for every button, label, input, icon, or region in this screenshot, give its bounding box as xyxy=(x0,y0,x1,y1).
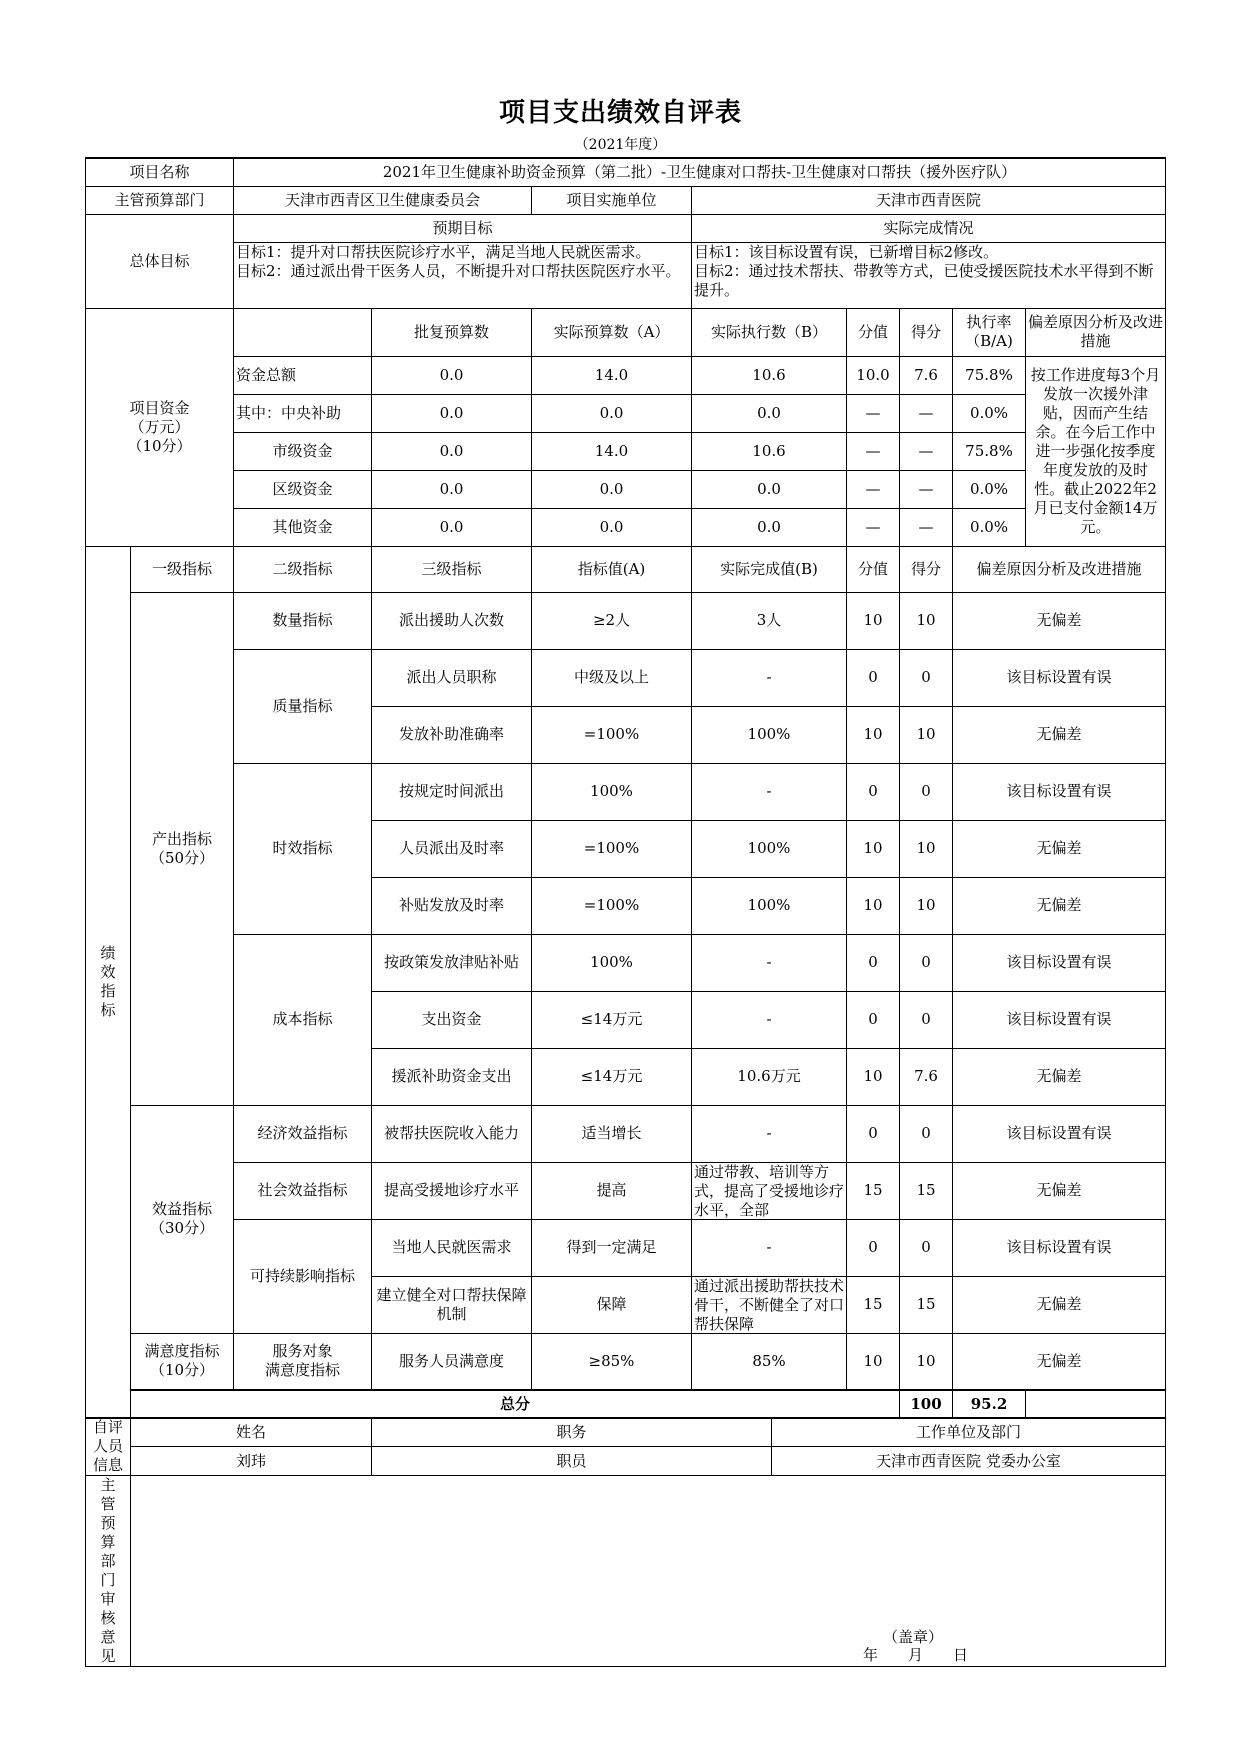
indicator-got: 0 xyxy=(900,991,953,1048)
fund-header-remark: 偏差原因分析及改进措施 xyxy=(1026,308,1166,356)
indicator-name: 被帮扶医院收入能力 xyxy=(372,1105,532,1162)
page-title: 项目支出绩效自评表 xyxy=(498,98,742,128)
indicator-actual: 10.6万元 xyxy=(692,1048,847,1105)
indicator-got: 15 xyxy=(900,1276,953,1333)
dept-label: 主管预算部门 xyxy=(86,186,234,214)
stamp-text: （盖章） xyxy=(883,1628,944,1646)
fund-score: — xyxy=(847,508,900,546)
indicator-actual: - xyxy=(692,649,847,706)
indicator-score: 0 xyxy=(847,1105,900,1162)
fund-approved: 0.0 xyxy=(372,470,532,508)
fund-score: — xyxy=(847,432,900,470)
project-name-label: 项目名称 xyxy=(86,158,234,186)
total-label: 总分 xyxy=(131,1390,900,1418)
indicator-score: 0 xyxy=(847,649,900,706)
total-note-blank xyxy=(1026,1390,1166,1418)
indicator-name: 发放补助准确率 xyxy=(372,706,532,763)
indicator-got: 10 xyxy=(900,706,953,763)
fund-exec: 0.0 xyxy=(692,470,847,508)
fund-exec: 0.0 xyxy=(692,508,847,546)
indicator-name: 派出援助人次数 xyxy=(372,592,532,649)
total-got: 95.2 xyxy=(953,1390,1026,1418)
perf-label: 绩效指标 xyxy=(100,944,116,1019)
indicator-actual: 100% xyxy=(692,877,847,934)
fund-rate: 0.0% xyxy=(953,470,1026,508)
report-year: （2021年度） xyxy=(574,137,667,153)
fund-header-score: 分值 xyxy=(847,308,900,356)
fund-budget: 0.0 xyxy=(532,470,692,508)
fund-approved: 0.0 xyxy=(372,432,532,470)
indicator-note: 该目标设置有误 xyxy=(953,1105,1166,1162)
indicator-target: 100% xyxy=(532,763,692,820)
indicator-row xyxy=(86,592,1166,649)
indicator-score: 10 xyxy=(847,592,900,649)
indicator-name: 提高受援地诊疗水平 xyxy=(372,1162,532,1219)
indicator-row xyxy=(86,934,1166,991)
fund-row xyxy=(86,394,1166,432)
perf-header-note: 偏差原因分析及改进措施 xyxy=(953,546,1166,592)
indicator-row xyxy=(86,1105,1166,1162)
reviewer-unit-label: 工作单位及部门 xyxy=(772,1418,1166,1447)
perf-header-l2: 二级指标 xyxy=(234,546,372,592)
indicator-name: 人员派出及时率 xyxy=(372,820,532,877)
indicator-got: 10 xyxy=(900,820,953,877)
indicator-note: 无偏差 xyxy=(953,877,1166,934)
indicator-score: 10 xyxy=(847,706,900,763)
group-quantity: 数量指标 xyxy=(234,592,372,649)
fund-budget: 14.0 xyxy=(532,356,692,394)
indicator-actual: 100% xyxy=(692,706,847,763)
indicator-target: ≥85% xyxy=(532,1333,692,1390)
indicator-actual: - xyxy=(692,1105,847,1162)
reviewer-name: 刘玮 xyxy=(131,1447,372,1476)
total-score: 100 xyxy=(900,1390,953,1418)
indicator-actual: 通过派出援助帮扶技术骨干，不断健全了对口帮扶保障 xyxy=(694,1277,844,1332)
reviewer-name-label: 姓名 xyxy=(131,1418,372,1447)
indicator-got: 0 xyxy=(900,1219,953,1276)
indicator-score: 15 xyxy=(847,1162,900,1219)
indicator-target: ≥2人 xyxy=(532,592,692,649)
indicator-target: 提高 xyxy=(532,1162,692,1219)
indicator-note: 无偏差 xyxy=(953,820,1166,877)
fund-got: — xyxy=(900,394,953,432)
group-service: 服务对象 满意度指标 xyxy=(234,1333,372,1390)
indicator-note: 该目标设置有误 xyxy=(953,991,1166,1048)
indicator-score: 0 xyxy=(847,763,900,820)
indicator-note: 无偏差 xyxy=(953,1333,1166,1390)
group-economic: 经济效益指标 xyxy=(234,1105,372,1162)
indicator-score: 10 xyxy=(847,820,900,877)
fund-row-name: 资金总额 xyxy=(234,356,372,394)
indicator-name: 补贴发放及时率 xyxy=(372,877,532,934)
fund-row xyxy=(86,432,1166,470)
indicator-row xyxy=(86,649,1166,706)
group-sustain: 可持续影响指标 xyxy=(234,1219,372,1333)
indicator-score: 10 xyxy=(847,877,900,934)
impl-value: 天津市西青医院 xyxy=(692,186,1166,214)
indicator-note: 无偏差 xyxy=(953,1276,1166,1333)
indicator-target: 得到一定满足 xyxy=(532,1219,692,1276)
expected-goal-text: 目标1：提升对口帮扶医院诊疗水平，满足当地人民就医需求。 目标2：通过派出骨干医务人员，不断提升对口帮扶医院医疗水平。 xyxy=(236,242,681,280)
fund-budget: 0.0 xyxy=(532,508,692,546)
reviewer-unit: 天津市西青医院 党委办公室 xyxy=(772,1447,1166,1476)
fund-header-rate: 执行率 （B/A) xyxy=(953,308,1026,356)
indicator-row xyxy=(86,1162,1166,1219)
fund-got: 7.6 xyxy=(900,356,953,394)
indicator-got: 0 xyxy=(900,934,953,991)
benefit-indicator-label: 效益指标 （30分） xyxy=(131,1105,234,1333)
indicator-actual: 通过带教、培训等方式，提高了受援地诊疗水平，全部 xyxy=(694,1163,844,1218)
indicator-note: 无偏差 xyxy=(953,1048,1166,1105)
indicator-target: 适当增长 xyxy=(532,1105,692,1162)
indicator-target: 保障 xyxy=(532,1276,692,1333)
indicator-target: 中级及以上 xyxy=(532,649,692,706)
indicator-name: 建立健全对口帮扶保障机制 xyxy=(372,1276,532,1333)
reviewer-title: 职员 xyxy=(372,1447,772,1476)
fund-exec: 0.0 xyxy=(692,394,847,432)
fund-label: 项目资金 （万元） （10分） xyxy=(86,308,234,546)
fund-exec: 10.6 xyxy=(692,356,847,394)
indicator-target: =100% xyxy=(532,820,692,877)
indicator-got: 10 xyxy=(900,592,953,649)
indicator-name: 服务人员满意度 xyxy=(372,1333,532,1390)
fund-header-got: 得分 xyxy=(900,308,953,356)
fund-approved: 0.0 xyxy=(372,356,532,394)
impl-label: 项目实施单位 xyxy=(532,186,692,214)
fund-score: — xyxy=(847,470,900,508)
fund-row xyxy=(86,508,1166,546)
actual-status-header: 实际完成情况 xyxy=(692,214,1166,242)
indicator-actual: - xyxy=(692,991,847,1048)
indicator-target: =100% xyxy=(532,877,692,934)
indicator-score: 10 xyxy=(847,1048,900,1105)
perf-header-score: 分值 xyxy=(847,546,900,592)
output-indicator-label: 产出指标 （50分） xyxy=(131,592,234,1105)
fund-header-blank xyxy=(234,308,372,356)
fund-remark: 按工作进度每3个月发放一次援外津贴，因而产生结余。在今后工作中进一步强化按季度年度发放的及时性。截止2022年2月已支付金额14万元。 xyxy=(1026,356,1166,546)
expected-goal-header: 预期目标 xyxy=(234,214,692,242)
project-name: 2021年卫生健康补助资金预算（第二批）-卫生健康对口帮扶-卫生健康对口帮扶（援外医疗队） xyxy=(234,158,1166,186)
fund-rate: 75.8% xyxy=(953,432,1026,470)
indicator-note: 该目标设置有误 xyxy=(953,1219,1166,1276)
fund-score: — xyxy=(847,394,900,432)
group-cost: 成本指标 xyxy=(234,934,372,1105)
indicator-score: 15 xyxy=(847,1276,900,1333)
date-text: 年 月 日 xyxy=(863,1646,969,1664)
fund-rate: 75.8% xyxy=(953,356,1026,394)
total-row xyxy=(86,1390,1166,1418)
indicator-note: 无偏差 xyxy=(953,592,1166,649)
indicator-actual: - xyxy=(692,763,847,820)
fund-rate: 0.0% xyxy=(953,394,1026,432)
fund-got: — xyxy=(900,470,953,508)
fund-exec: 10.6 xyxy=(692,432,847,470)
reviewer-title-label: 职务 xyxy=(372,1418,772,1447)
indicator-actual: 85% xyxy=(692,1333,847,1390)
fund-budget: 14.0 xyxy=(532,432,692,470)
indicator-note: 无偏差 xyxy=(953,1162,1166,1219)
indicator-got: 0 xyxy=(900,763,953,820)
actual-status-text: 目标1：该目标设置有误，已新增目标2修改。 目标2：通过技术帮扶、带教等方式，已使受援医院技术水平得到不断提升。 xyxy=(694,242,1154,299)
fund-got: — xyxy=(900,508,953,546)
perf-header-actual: 实际完成值(B) xyxy=(692,546,847,592)
indicator-note: 该目标设置有误 xyxy=(953,763,1166,820)
perf-header-l3: 三级指标 xyxy=(372,546,532,592)
fund-budget: 0.0 xyxy=(532,394,692,432)
perf-header-got: 得分 xyxy=(900,546,953,592)
review-section xyxy=(85,1417,1166,1667)
fund-header-exec: 实际执行数（B） xyxy=(692,308,847,356)
fund-got: — xyxy=(900,432,953,470)
group-quality: 质量指标 xyxy=(234,649,372,763)
indicator-got: 15 xyxy=(900,1162,953,1219)
satisfaction-indicator-label: 满意度指标 （10分） xyxy=(131,1333,234,1390)
fund-rate: 0.0% xyxy=(953,508,1026,546)
indicator-name: 援派补助资金支出 xyxy=(372,1048,532,1105)
indicator-note: 该目标设置有误 xyxy=(953,934,1166,991)
self-evaluation-table xyxy=(85,157,1166,1419)
fund-row-name: 区级资金 xyxy=(234,470,372,508)
indicator-got: 0 xyxy=(900,649,953,706)
indicator-name: 派出人员职称 xyxy=(372,649,532,706)
group-timeliness: 时效指标 xyxy=(234,763,372,934)
indicator-score: 0 xyxy=(847,934,900,991)
indicator-got: 0 xyxy=(900,1105,953,1162)
perf-header-l1: 一级指标 xyxy=(131,546,234,592)
indicator-score: 10 xyxy=(847,1333,900,1390)
indicator-score: 0 xyxy=(847,1219,900,1276)
fund-approved: 0.0 xyxy=(372,508,532,546)
reviewer-label: 自评人员信息 xyxy=(92,1418,123,1474)
indicator-name: 按政策发放津贴补贴 xyxy=(372,934,532,991)
indicator-actual: - xyxy=(692,1219,847,1276)
indicator-name: 支出资金 xyxy=(372,991,532,1048)
indicator-name: 按规定时间派出 xyxy=(372,763,532,820)
indicator-got: 10 xyxy=(900,877,953,934)
indicator-name: 当地人民就医需求 xyxy=(372,1219,532,1276)
indicator-target: ≤14万元 xyxy=(532,1048,692,1105)
dept-value: 天津市西青区卫生健康委员会 xyxy=(234,186,532,214)
indicator-score: 0 xyxy=(847,991,900,1048)
fund-header-budget: 实际预算数（A） xyxy=(532,308,692,356)
fund-row-name: 市级资金 xyxy=(234,432,372,470)
indicator-note: 该目标设置有误 xyxy=(953,649,1166,706)
indicator-got: 10 xyxy=(900,1333,953,1390)
indicator-row xyxy=(86,1219,1166,1276)
indicator-actual: 3人 xyxy=(692,592,847,649)
group-social: 社会效益指标 xyxy=(234,1162,372,1219)
fund-row-name: 其他资金 xyxy=(234,508,372,546)
fund-header-approved: 批复预算数 xyxy=(372,308,532,356)
opinion-label: 主管预算部门审核意见 xyxy=(100,1476,116,1665)
indicator-row xyxy=(86,763,1166,820)
indicator-got: 7.6 xyxy=(900,1048,953,1105)
goal-label: 总体目标 xyxy=(86,214,234,308)
indicator-row xyxy=(86,1333,1166,1390)
perf-header-target: 指标值(A) xyxy=(532,546,692,592)
fund-row-name: 其中：中央补助 xyxy=(234,394,372,432)
indicator-actual: 100% xyxy=(692,820,847,877)
fund-row xyxy=(86,356,1166,394)
indicator-actual: - xyxy=(692,934,847,991)
fund-row xyxy=(86,470,1166,508)
fund-score: 10.0 xyxy=(847,356,900,394)
indicator-target: =100% xyxy=(532,706,692,763)
indicator-target: ≤14万元 xyxy=(532,991,692,1048)
indicator-target: 100% xyxy=(532,934,692,991)
fund-approved: 0.0 xyxy=(372,394,532,432)
indicator-note: 无偏差 xyxy=(953,706,1166,763)
